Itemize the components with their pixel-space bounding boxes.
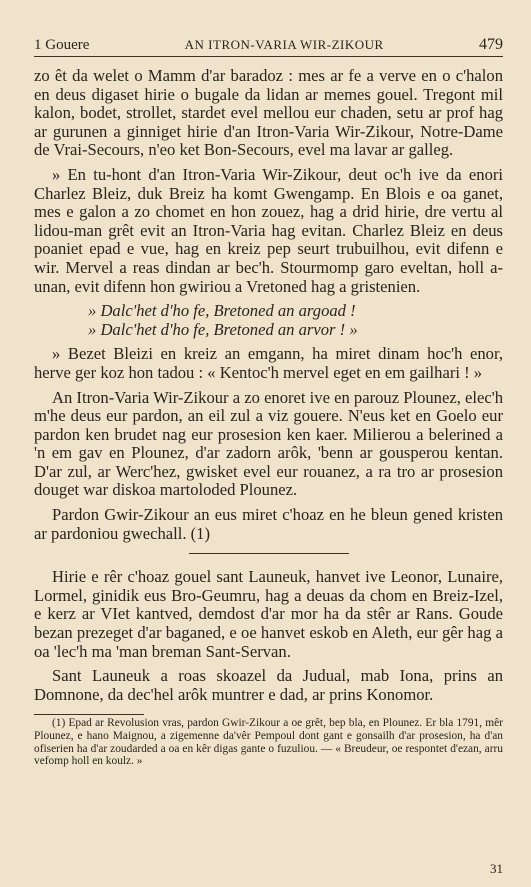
paragraph-5: Pardon Gwir-Zikour an eus miret c'hoaz en he bleun gened kristen ar pardoniou gwechall. (1) — [34, 505, 503, 543]
page-number: 479 — [478, 36, 503, 53]
paragraph-3: » Bezet Bleizi en kreiz an emgann, ha miret dinam hoc'h enor, herve ger koz hon tadou : « Kentoc'h mervel eget en em gailhari ! » — [34, 344, 503, 382]
footnote: (1) Epad ar Revolusion vras, pardon Gwir-Zikour a oe grêt, bep bla, en Plounez. Er bla 1791, mêr Plounez, e hano Maignou, a zigemenne da'vêr Pempoul dont gant e gonsailh d'ar prosesion, ha d'an ofiserien ha d'ar zoudarded a oa en kêr digas gante o fuzuliou. — « Breudeur, oe respontet d'ezan, arru vefomp holl en koulz. » — [34, 717, 503, 768]
header-date: 1 Gouere — [34, 37, 90, 53]
paragraph-7: Sant Launeuk a roas skoazel da Judual, mab Iona, prins an Domnone, da dec'hel arôk muntrer e dad, ar prins Konomor. — [34, 666, 503, 704]
paragraph-6: Hirie e rêr c'hoaz gouel sant Launeuk, hanvet ive Leonor, Lunaire, Lormel, ginidik eus Bro-Geumru, hag a deuas da chom en Breiz-Izel, e kerz ar VIet kantved, demdost d'ar mor ha da stêr ar Rans. Goude bezan prezeget d'ar baganed, e oe hanvet eskob en Aleth, eur gêr hag a oa 'lec'h ma 'man breman Sant-Servan. — [34, 567, 503, 661]
section-divider — [189, 553, 349, 554]
paragraph-2: » En tu-hont d'an Itron-Varia Wir-Zikour, deut oc'h ive da enori Charlez Bleiz, duk Breiz ha komt Gwengamp. En Blois e oa ganet, mes e galon a zo chomet en hon zouez, hag a drid hirie, dre vertu al lidou-man grêt evit an Itron-Varia hag evitan. Charlez Bleiz en deus poaniet epad e vue, hag en kreiz pep seurt trubuilhou, evit difenn e wir. Mervel a reas dindan ar bec'h. Stourmomp garo eveltan, holl a-unan, evit difenn hon gwiriou a Vretoned hag a gristenien. — [34, 164, 503, 296]
main-text — [34, 67, 503, 704]
running-header — [34, 36, 503, 57]
verse-block — [88, 302, 503, 339]
paragraph-1: zo êt da welet o Mamm d'ar baradoz : mes ar fe a verve en o c'halon en deus digaset hirie o bugale da lidan ar memes gouel. Tregont mil kalon, bodet, strollet, stardet evel mellou eur chaden, setu ar prof hag ar gurunen a ginniget hirie d'an Itron-Varia Wir-Zikour, Notre-Dame de Vrai-Secours, n'eo ket Bon-Secours, evel ma lavar ar galleg. — [34, 66, 503, 160]
header-title: AN ITRON-VARIA WIR-ZIKOUR — [184, 37, 384, 52]
verse-line-2: » Dalc'het d'ho fe, Bretoned an arvor ! » — [88, 319, 358, 339]
signature-number: 31 — [490, 861, 503, 876]
paragraph-4: An Itron-Varia Wir-Zikour a zo enoret ive en parouz Plounez, elec'h m'he deus eur pardon, an eil zul a viz gouere. N'eus ket en Goelo eur pardon ken brudet nag eur prosesion ken kaer. Milierou a belerined a 'n em gav en Plounez, d'ar zadorn arôk, 'benn ar gousperou kentan. D'ar zul, ar Werc'hez, gwisket evel eur rouanez, a ra tro ar prosesion douget war diskoa martoloded Plounez. — [34, 387, 503, 500]
verse-line-1: » Dalc'het d'ho fe, Bretoned an argoad ! — [88, 301, 356, 321]
footnote-divider — [34, 714, 144, 715]
